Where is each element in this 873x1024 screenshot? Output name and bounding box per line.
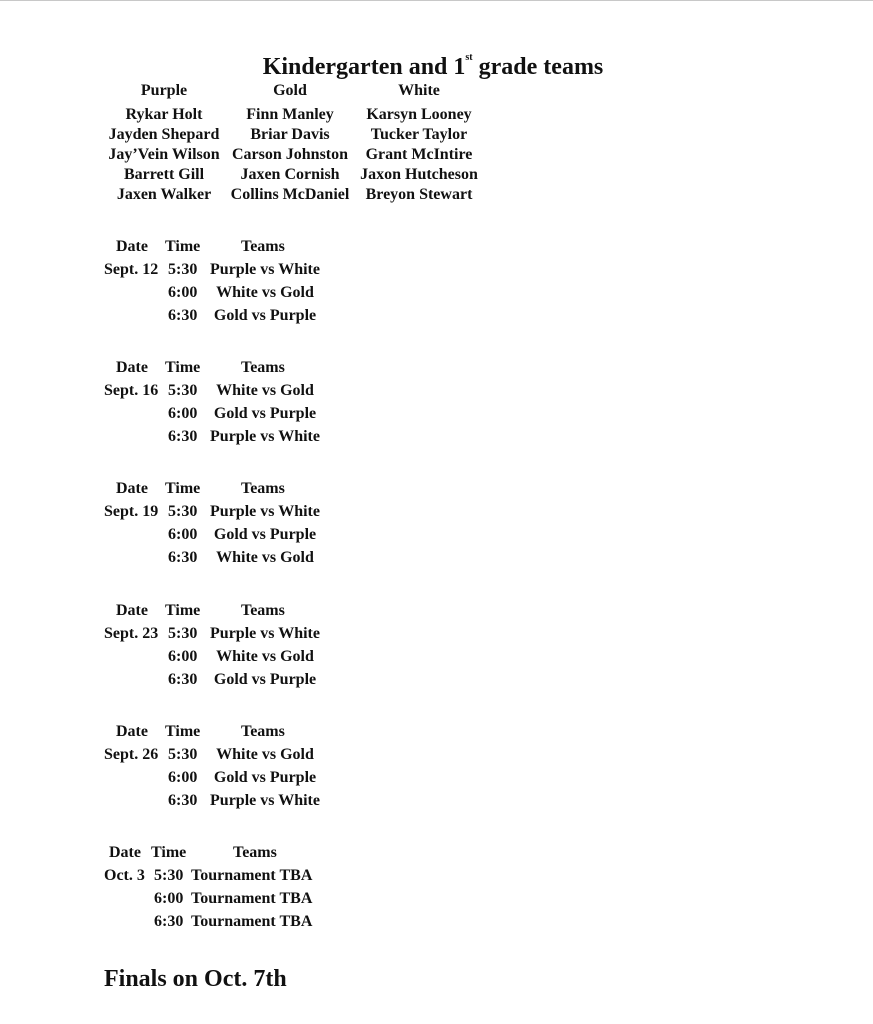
schedule-header-teams: Teams: [241, 238, 285, 255]
game-matchup: Tournament TBA: [191, 867, 313, 884]
game-time: 5:30: [168, 746, 198, 763]
team-header-gold: Gold: [273, 82, 307, 99]
schedule-header-date: Date: [116, 238, 148, 255]
game-date: Sept. 23: [104, 625, 159, 642]
game-matchup: White vs Gold: [216, 746, 314, 763]
player-name: Jay’Vein Wilson: [108, 146, 220, 163]
game-time: 6:30: [168, 428, 198, 445]
game-matchup: Tournament TBA: [191, 890, 313, 907]
player-name: Jaxen Walker: [116, 186, 212, 203]
game-matchup: Purple vs White: [210, 792, 320, 809]
game-matchup: Gold vs Purple: [213, 307, 317, 324]
schedule-header-date: Date: [109, 844, 141, 861]
player-name: Tucker Taylor: [370, 126, 468, 143]
game-time: 6:30: [168, 671, 198, 688]
schedule-header-time: Time: [165, 238, 201, 255]
game-date: Sept. 12: [104, 261, 159, 278]
player-name: Collins McDaniel: [230, 186, 350, 203]
schedule-header-teams: Teams: [241, 723, 285, 740]
player-name: Breyon Stewart: [365, 186, 473, 203]
player-name: Jaxen Cornish: [240, 166, 340, 183]
game-date: Sept. 26: [104, 746, 159, 763]
player-name: Carson Johnston: [231, 146, 349, 163]
schedule-header-teams: Teams: [233, 844, 277, 861]
schedule-header-teams: Teams: [241, 480, 285, 497]
game-date: Sept. 16: [104, 382, 159, 399]
game-matchup: Gold vs Purple: [213, 405, 317, 422]
game-matchup: White vs Gold: [216, 549, 314, 566]
schedule-header-date: Date: [116, 359, 148, 376]
game-matchup: Gold vs Purple: [213, 526, 317, 543]
schedule-header-date: Date: [116, 602, 148, 619]
page-title: [0, 52, 866, 81]
game-time: 6:00: [154, 890, 184, 907]
game-time: 6:30: [168, 792, 198, 809]
top-border: [0, 0, 873, 1]
player-name: Rykar Holt: [125, 106, 203, 123]
title-superscript: st: [465, 52, 473, 63]
team-header-white: White: [398, 82, 440, 99]
game-time: 6:00: [168, 648, 198, 665]
game-time: 5:30: [168, 382, 198, 399]
schedule-header-time: Time: [165, 359, 201, 376]
finals-note: Finals on Oct. 7th: [104, 966, 287, 992]
schedule-header-time: Time: [165, 480, 201, 497]
game-time: 6:00: [168, 405, 198, 422]
game-time: 6:30: [154, 913, 184, 930]
game-time: 5:30: [154, 867, 184, 884]
game-date: Oct. 3: [104, 867, 145, 884]
game-matchup: Gold vs Purple: [213, 671, 317, 688]
player-name: Finn Manley: [246, 106, 334, 123]
game-time: 6:00: [168, 526, 198, 543]
game-matchup: Tournament TBA: [191, 913, 313, 930]
title-rest: grade teams: [472, 54, 604, 80]
game-time: 6:30: [168, 549, 198, 566]
game-time: 5:30: [168, 625, 198, 642]
team-header-purple: Purple: [140, 82, 188, 99]
schedule-header-time: Time: [165, 723, 201, 740]
game-matchup: White vs Gold: [216, 382, 314, 399]
game-time: 6:00: [168, 769, 198, 786]
game-time: 5:30: [168, 261, 198, 278]
player-name: Karsyn Looney: [366, 106, 472, 123]
game-time: 5:30: [168, 503, 198, 520]
game-matchup: Purple vs White: [210, 261, 320, 278]
title-main: Kindergarten and 1: [262, 54, 466, 80]
game-date: Sept. 19: [104, 503, 159, 520]
player-name: Grant McIntire: [365, 146, 473, 163]
game-time: 6:30: [168, 307, 198, 324]
game-matchup: Purple vs White: [210, 428, 320, 445]
schedule-header-date: Date: [116, 480, 148, 497]
schedule-header-date: Date: [116, 723, 148, 740]
game-matchup: White vs Gold: [216, 648, 314, 665]
schedule-header-time: Time: [165, 602, 201, 619]
schedule-header-teams: Teams: [241, 602, 285, 619]
player-name: Jayden Shepard: [108, 126, 220, 143]
player-name: Briar Davis: [250, 126, 330, 143]
game-matchup: Purple vs White: [210, 503, 320, 520]
game-matchup: Gold vs Purple: [213, 769, 317, 786]
player-name: Barrett Gill: [123, 166, 205, 183]
game-matchup: Purple vs White: [210, 625, 320, 642]
schedule-header-time: Time: [151, 844, 187, 861]
schedule-header-teams: Teams: [241, 359, 285, 376]
game-matchup: White vs Gold: [216, 284, 314, 301]
player-name: Jaxon Hutcheson: [360, 166, 478, 183]
game-time: 6:00: [168, 284, 198, 301]
